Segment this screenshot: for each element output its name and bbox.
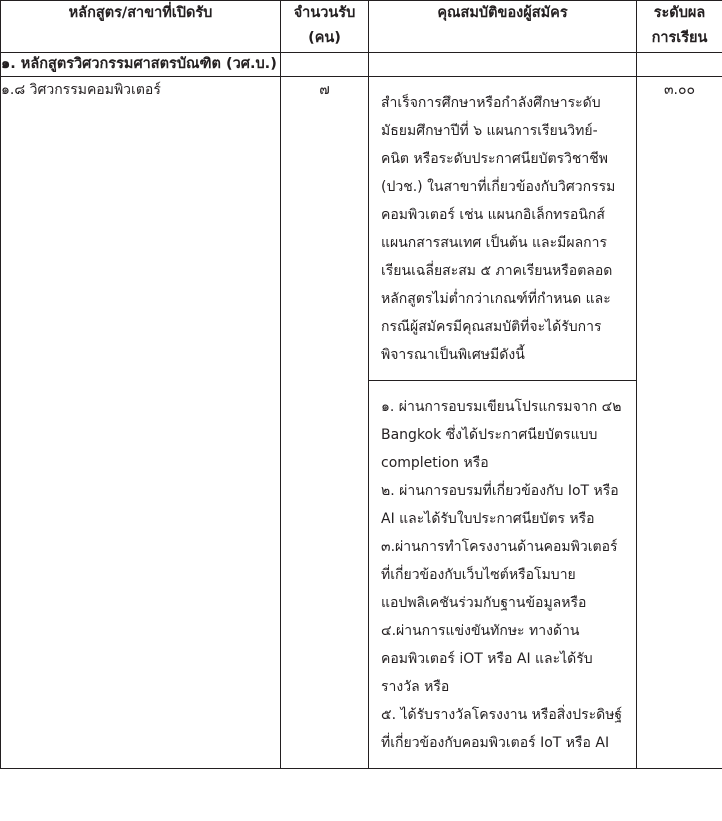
program-quantity-cell: [281, 52, 369, 76]
column-header-program: [1, 1, 281, 53]
column-header-qualification: [369, 1, 637, 53]
qualification-special-cell: [369, 380, 636, 768]
column-header-qualification-line1: คุณสมบัติของผู้สมัคร: [437, 5, 568, 21]
qualification-subtable: [369, 77, 636, 768]
qualification-item: ๕. ได้รับรางวัลโครงงาน หรือสิ่งประดิษฐ์ที่เกี่ยวข้องกับคอมพิวเตอร์ IoT หรือ AI: [381, 706, 623, 751]
qualification-general-text: สำเร็จการศึกษาหรือกำลังศึกษาระดับมัธยมศึกษาปีที่ ๖ แผนการเรียนวิทย์-คนิต หรือระดับประกาศนียบัตรวิชาชีพ (ปวช.) ในสาขาที่เกี่ยวข้องกับวิศวกรรมคอมพิวเตอร์ เช่น แผนกอิเล็กทรอนิกส์ แผนกสารสนเทศ เป็นต้น และมีผลการเรียนเฉลี่ยสะสม ๕ ภาคเรียนหรือตลอดหลักสูตรไม่ต่ำกว่าเกณฑ์ที่กำหนด และกรณีผู้สมัครมีคุณสมบัติที่จะได้รับการพิจารณาเป็นพิเศษมีดังนี้: [381, 94, 616, 363]
column-header-gpa-line1: ระดับผล: [653, 5, 706, 21]
qualification-general-row: [369, 77, 636, 381]
column-header-program-line1: หลักสูตร/สาขาที่เปิดรับ: [68, 5, 213, 21]
program-gpa-cell: [637, 52, 722, 76]
column-header-quantity-line1: จำนวนรับ: [293, 5, 356, 21]
column-header-gpa-line2: การเรียน: [651, 30, 708, 47]
column-header-gpa: [637, 1, 722, 53]
major-qualification-cell: [369, 76, 637, 768]
qualification-item: ๔.ผ่านการแข่งขันทักษะ ทางด้านคอมพิวเตอร์ iOT หรือ AI และได้รับรางวัล หรือ: [381, 622, 593, 695]
major-gpa-cell: ๓.๐๐: [637, 76, 722, 768]
table-row: [1, 52, 722, 76]
program-title-cell: ๑. หลักสูตรวิศวกรรมศาสตรบัณฑิต (วศ.บ.): [1, 52, 281, 76]
qualification-item: ๒. ผ่านการอบรมที่เกี่ยวข้องกับ IoT หรือ AI และได้รับใบประกาศนียบัตร หรือ: [381, 482, 619, 527]
program-qualification-cell: [369, 52, 637, 76]
qualification-item: ๑. ผ่านการอบรมเขียนโปรแกรมจาก ๔๒ Bangkok ซึ่งได้ประกาศนียบัตรแบบ completion หรือ: [381, 398, 622, 471]
table-row: [1, 76, 722, 768]
qualification-general-cell: [369, 77, 636, 381]
major-name-cell: ๑.๘ วิศวกรรมคอมพิวเตอร์: [1, 76, 281, 768]
column-header-quantity: [281, 1, 369, 53]
qualification-special-row: [369, 380, 636, 768]
qualification-item: ๓.ผ่านการทำโครงงานด้านคอมพิวเตอร์ที่เกี่ยวข้องกับเว็บไซต์หรือโมบายแอปพลิเคชันร่วมกับฐานข้อมูลหรือ: [381, 538, 618, 611]
column-header-quantity-line2: (คน): [308, 30, 341, 47]
major-quantity-cell: ๗: [281, 76, 369, 768]
table-header-row: [1, 1, 722, 53]
